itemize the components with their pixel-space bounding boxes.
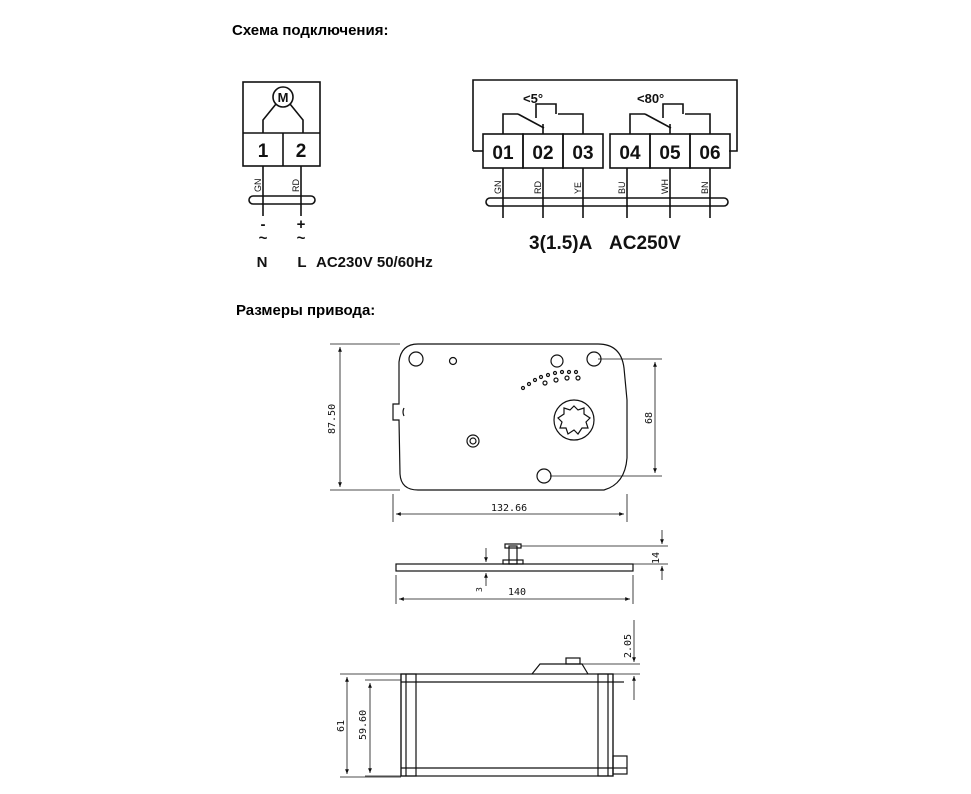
- side-plate: [396, 564, 633, 571]
- switch-terminal-03: 03: [572, 143, 594, 164]
- dim-side-14: 14: [651, 551, 662, 564]
- supply-voltage-label: AC230V 50/60Hz: [316, 254, 433, 271]
- motor-polarity-plus: +: [296, 216, 306, 233]
- switch-current-rating: 3(1.5)A: [529, 233, 593, 254]
- switch-angle-5: <5°: [523, 91, 544, 106]
- dim-plate-3: 3: [475, 587, 484, 592]
- switch-voltage-rating: AC250V: [609, 233, 681, 254]
- switch-wire-rd: RD: [533, 181, 543, 194]
- bottom-shaft-stub: [566, 658, 580, 664]
- manual-override-button: [467, 435, 479, 447]
- switch-terminal-05: 05: [659, 143, 681, 164]
- switch-wire-wh: WH: [660, 179, 670, 194]
- dim-mount-68: 68: [644, 411, 655, 424]
- dim-width-132-66: 132.66: [491, 503, 528, 514]
- switch-wire-gn: GN: [493, 180, 503, 194]
- side-shaft: [509, 546, 517, 564]
- motor-wire-rd: RD: [291, 179, 301, 192]
- dim-bottom-2-05: 2.05: [623, 633, 634, 658]
- switch-terminal-01: 01: [492, 143, 514, 164]
- motor-polarity-ac-l: ~: [296, 230, 306, 247]
- dim-height-87-50: 87.50: [327, 403, 338, 434]
- motor-polarity-minus: -: [260, 216, 266, 233]
- screw-symbol: [450, 358, 457, 365]
- mount-hole-bottom: [537, 469, 551, 483]
- switch-terminal-04: 04: [619, 143, 641, 164]
- dimensions-heading: Размеры привода:: [236, 302, 376, 319]
- motor-terminal-2: 2: [295, 141, 307, 162]
- switch-wire-ye: YE: [573, 181, 583, 194]
- motor-wire-gn: GN: [253, 178, 263, 192]
- switch-cable-sheath: [486, 198, 728, 206]
- dim-bottom-61: 61: [336, 719, 347, 732]
- switch-terminal-06: 06: [699, 143, 721, 164]
- actuator-front-view: [393, 344, 627, 490]
- motor-polarity-ac-n: ~: [258, 230, 268, 247]
- indicator-hole: [551, 355, 563, 367]
- motor-cable-sheath: [249, 196, 315, 204]
- line-l-label: L: [297, 254, 307, 271]
- switch-terminal-02: 02: [532, 143, 554, 164]
- switch-wire-bn: BN: [700, 181, 710, 194]
- switch-wire-bu: BU: [617, 181, 627, 194]
- switch-angle-80: <80°: [637, 91, 665, 106]
- dim-length-140: 140: [508, 587, 527, 598]
- dim-bottom-59-60: 59.60: [358, 709, 369, 740]
- line-n-label: N: [256, 254, 268, 271]
- bottom-body: [401, 674, 613, 776]
- motor-symbol-label: M: [277, 90, 289, 105]
- motor-terminal-1: 1: [257, 141, 269, 162]
- actuator-side-view: [396, 544, 633, 571]
- actuator-bottom-view: [401, 658, 627, 776]
- wiring-diagram-heading: Схема подключения:: [232, 22, 389, 39]
- mount-hole-top-left: [409, 352, 423, 366]
